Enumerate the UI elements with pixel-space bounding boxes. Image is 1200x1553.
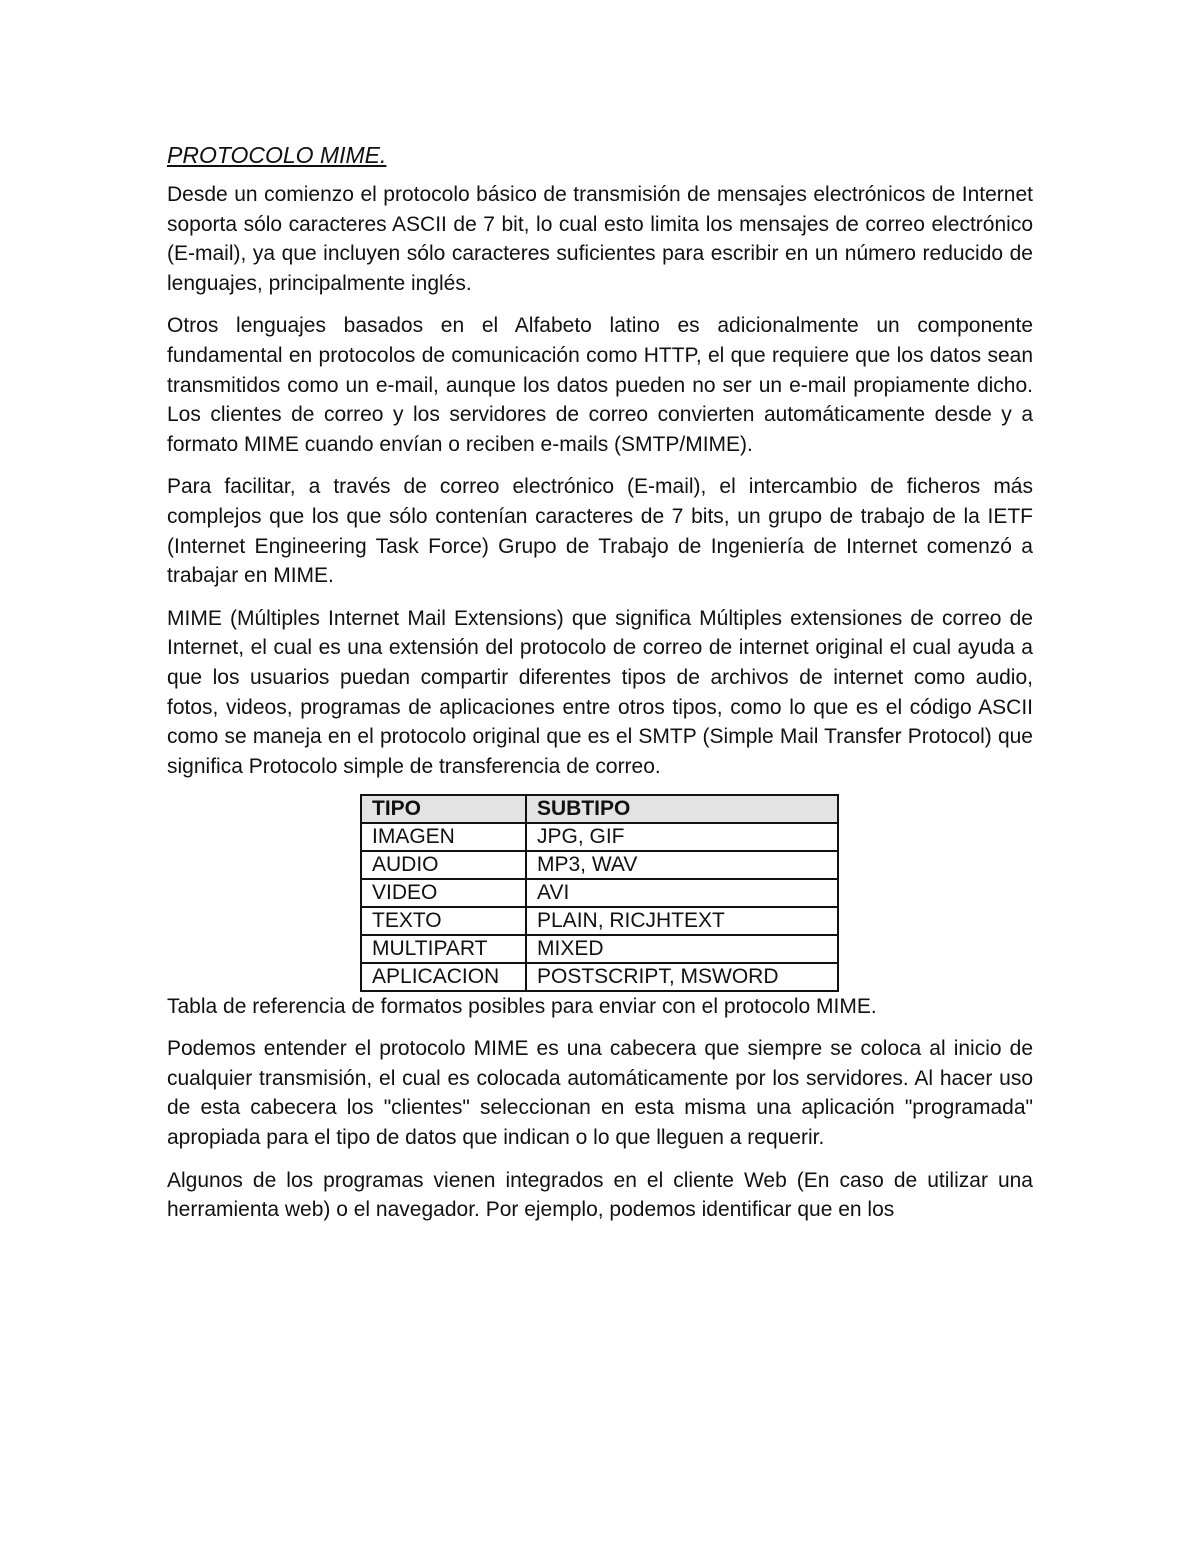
table-cell-subtipo: POSTSCRIPT, MSWORD xyxy=(526,963,838,991)
table-cell-tipo: MULTIPART xyxy=(361,935,526,963)
table-header-tipo: TIPO xyxy=(361,795,526,823)
document-title: PROTOCOLO MIME. xyxy=(167,142,387,168)
table-row xyxy=(361,907,838,935)
table-cell-tipo: APLICACION xyxy=(361,963,526,991)
table-header-row xyxy=(361,795,838,823)
table-cell-tipo: IMAGEN xyxy=(361,823,526,851)
table-row xyxy=(361,823,838,851)
table-cell-subtipo: PLAIN, RICJHTEXT xyxy=(526,907,838,935)
paragraph-latin-alphabet: Otros lenguajes basados en el Alfabeto latino es adicionalmente un componente fundamental en protocolos de comunicación como HTTP, el que requiere que los datos sean transmitidos como un e-mail, aunque los datos pueden no ser un e-mail propiamente dicho. Los clientes de correo y los servidores de correo convierten automáticamente desde y a formato MIME cuando envían o reciben e-mails (SMTP/MIME). xyxy=(167,314,1033,456)
paragraph-ietf: Para facilitar, a través de correo electrónico (E-mail), el intercambio de ficheros más complejos que los que sólo contenían caracteres de 7 bits, un grupo de trabajo de la IETF (Internet Engineering Task Force) Grupo de Trabajo de Ingeniería de Internet comenzó a trabajar en MIME. xyxy=(167,475,1033,588)
table-row xyxy=(361,963,838,991)
table-cell-subtipo: AVI xyxy=(526,879,838,907)
table-cell-tipo: AUDIO xyxy=(361,851,526,879)
document-page xyxy=(167,140,1033,1238)
table-row xyxy=(361,851,838,879)
paragraph-intro: Desde un comienzo el protocolo básico de transmisión de mensajes electrónicos de Internet soporta sólo caracteres ASCII de 7 bit, lo cual esto limita los mensajes de correo electrónico (E-mail), ya que incluyen sólo caracteres suficientes para escribir en un número reducido de lenguajes, principalmente inglés. xyxy=(167,183,1033,295)
table-cell-subtipo: MP3, WAV xyxy=(526,851,838,879)
table-cell-subtipo: JPG, GIF xyxy=(526,823,838,851)
table-caption: Tabla de referencia de formatos posibles para enviar con el protocolo MIME. xyxy=(167,995,877,1019)
table-row xyxy=(361,879,838,907)
table-cell-tipo: TEXTO xyxy=(361,907,526,935)
paragraph-mime-definition: MIME (Múltiples Internet Mail Extensions) que significa Múltiples extensiones de correo de Internet, el cual es una extensión del protocolo de correo de internet original el cual ayuda a que los usuarios puedan compartir diferentes tipos de archivos de internet como audio, fotos, videos, programas de aplicaciones entre otros tipos, como lo que es el código ASCII como se maneja en el protocolo original que es el SMTP (Simple Mail Transfer Protocol) que significa Protocolo simple de transferencia de correo. xyxy=(167,606,1033,778)
table-header-subtipo: SUBTIPO xyxy=(526,795,838,823)
paragraph-mime-header: Podemos entender el protocolo MIME es una cabecera que siempre se coloca al inicio de cualquier transmisión, el cual es colocada automáticamente por los servidores. Al hacer uso de esta cabecera los "clientes" seleccionan en esta misma una aplicación "programada" apropiada para el tipo de datos que indican o lo que lleguen a requerir. xyxy=(167,1037,1033,1150)
paragraph-programs: Algunos de los programas vienen integrados en el cliente Web (En caso de utilizar una herramienta web) o el navegador. Por ejemplo, podemos identificar que en los xyxy=(167,1168,1033,1222)
table-cell-subtipo: MIXED xyxy=(526,935,838,963)
mime-types-table xyxy=(360,794,839,992)
table-cell-tipo: VIDEO xyxy=(361,879,526,907)
table-row xyxy=(361,935,838,963)
